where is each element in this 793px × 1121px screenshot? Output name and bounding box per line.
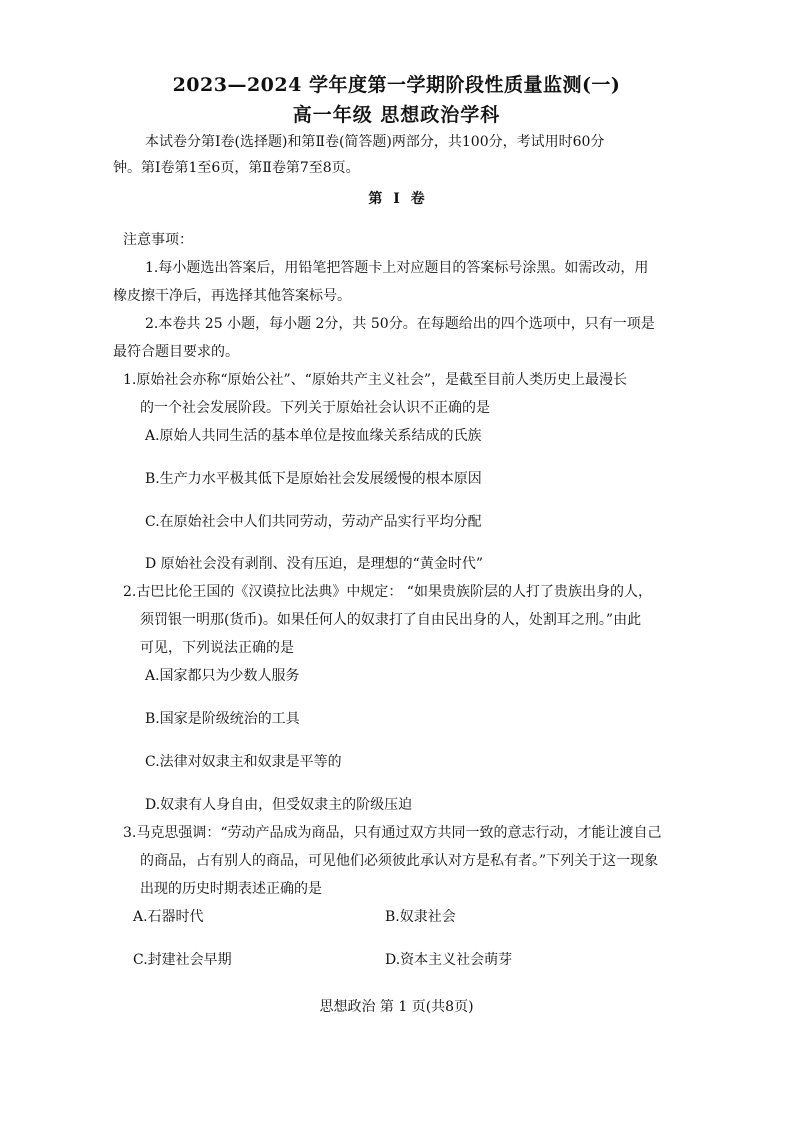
q3-stem-line-2: 的商品，占有别人的商品，可见他们必须彼此承认对方是私有者。”下列关于这一现象 — [140, 853, 659, 869]
q3-stem-line-1: 3.马克思强调：“劳动产品成为商品，只有通过双方共同一致的意志行动，才能让渡自己 — [123, 825, 662, 841]
q2-option-a: A.国家都只为少数人服务 — [145, 668, 300, 684]
note-1-line-2: 橡皮擦干净后，再选择其他答案标号。 — [113, 288, 351, 304]
note-2-line-1: 2.本卷共 25 小题，每小题 2分，共 50分。在每题给出的四个选项中，只有一项是 — [145, 316, 655, 332]
q3-option-c: C.封建社会早期 — [133, 952, 232, 968]
q1-stem-line-2: 的一个社会发展阶段。下列关于原始社会认识不正确的是 — [140, 400, 490, 416]
q3-option-d: D.资本主义社会萌芽 — [385, 952, 513, 968]
q1-option-b: B.生产力水平极其低下是原始社会发展缓慢的根本原因 — [145, 471, 482, 487]
section-title: 第 Ⅰ 卷 — [368, 191, 425, 207]
intro-line-2: 钟。第Ⅰ卷第1至6页，第Ⅱ卷第7至8页。 — [113, 160, 360, 176]
note-2-line-2: 最符合题目要求的。 — [113, 344, 239, 360]
q1-option-c: C.在原始社会中人们共同劳动，劳动产品实行平均分配 — [145, 514, 482, 530]
q3-stem-line-3: 出现的历史时期表述正确的是 — [140, 881, 322, 897]
q2-option-d: D.奴隶有人身自由，但受奴隶主的阶级压迫 — [145, 797, 413, 813]
exam-title: 2023—2024 学年度第一学期阶段性质量监测(一) — [172, 74, 621, 96]
intro-line-1: 本试卷分第Ⅰ卷(选择题)和第Ⅱ卷(简答题)两部分，共100分，考试用时60分 — [145, 134, 605, 150]
note-1-line-1: 1.每小题选出答案后，用铅笔把答题卡上对应题目的答案标号涂黑。如需改动，用 — [145, 260, 649, 276]
q3-option-b: B.奴隶社会 — [385, 909, 456, 925]
q1-option-d: D 原始社会没有剥削、没有压迫，是理想的“黄金时代” — [145, 556, 483, 572]
q2-stem-line-1: 2.古巴比伦王国的《汉谟拉比法典》中规定： “如果贵族阶层的人打了贵族出身的人， — [123, 584, 652, 600]
q2-option-c: C.法律对奴隶主和奴隶是平等的 — [145, 754, 342, 770]
notes-heading: 注意事项： — [123, 232, 193, 248]
q3-option-a: A.石器时代 — [133, 909, 204, 925]
exam-subtitle: 高一年级 思想政治学科 — [292, 104, 501, 126]
q1-stem-line-1: 1.原始社会亦称“原始公社”、“原始共产主义社会”，是截至目前人类历史上最漫长 — [123, 372, 627, 388]
q2-stem-line-3: 可见，下列说法正确的是 — [140, 640, 294, 656]
q2-stem-line-2: 须罚银一明那(货币)。如果任何人的奴隶打了自由民出身的人，处割耳之刑。”由此 — [140, 612, 642, 628]
page-footer: 思想政治 第 1 页(共8页) — [319, 999, 474, 1015]
q1-option-a: A.原始人共同生活的基本单位是按血缘关系结成的氏族 — [145, 428, 482, 444]
q2-option-b: B.国家是阶级统治的工具 — [145, 711, 300, 727]
